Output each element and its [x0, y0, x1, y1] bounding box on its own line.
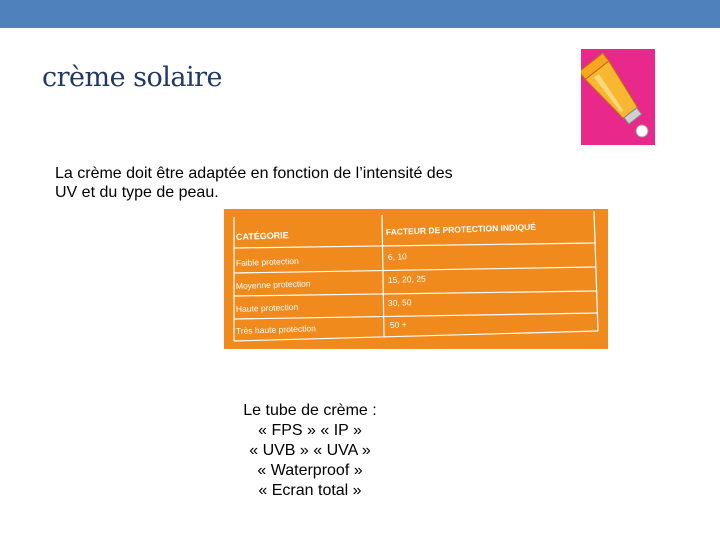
intro-line-2: UV et du type de peau. [55, 184, 219, 201]
row-factor-4: 50 + [389, 319, 407, 330]
intro-text [55, 164, 525, 202]
protection-factor-table [224, 209, 608, 349]
row-category-3: Haute protection [235, 301, 299, 314]
header-category: CATÉGORIE [235, 230, 289, 242]
tube-line-4: « Waterproof » [257, 462, 363, 479]
tube-line-5: « Ecran total » [258, 482, 362, 499]
slide-title: crème solaire [42, 62, 223, 93]
row-factor-3: 30, 50 [387, 297, 412, 308]
tube-line-1: Le tube de crème : [243, 402, 377, 419]
row-category-4: Très haute protection [235, 323, 317, 336]
intro-line-1: La crème doit être adaptée en fonction de l’intensité des [55, 165, 453, 182]
header-factor: FACTEUR DE PROTECTION INDIQUÉ [385, 221, 537, 237]
row-factor-1: 6, 10 [387, 251, 407, 262]
tube-labels [200, 401, 420, 501]
sunscreen-tube-icon [581, 49, 655, 145]
top-bar [0, 0, 720, 28]
tube-line-2: « FPS » « IP » [258, 422, 362, 439]
row-category-2: Moyenne protection [235, 278, 311, 291]
row-factor-2: 15, 20, 25 [387, 273, 426, 285]
tube-line-3: « UVB » « UVA » [249, 442, 371, 459]
row-category-1: Faible protection [235, 255, 299, 268]
